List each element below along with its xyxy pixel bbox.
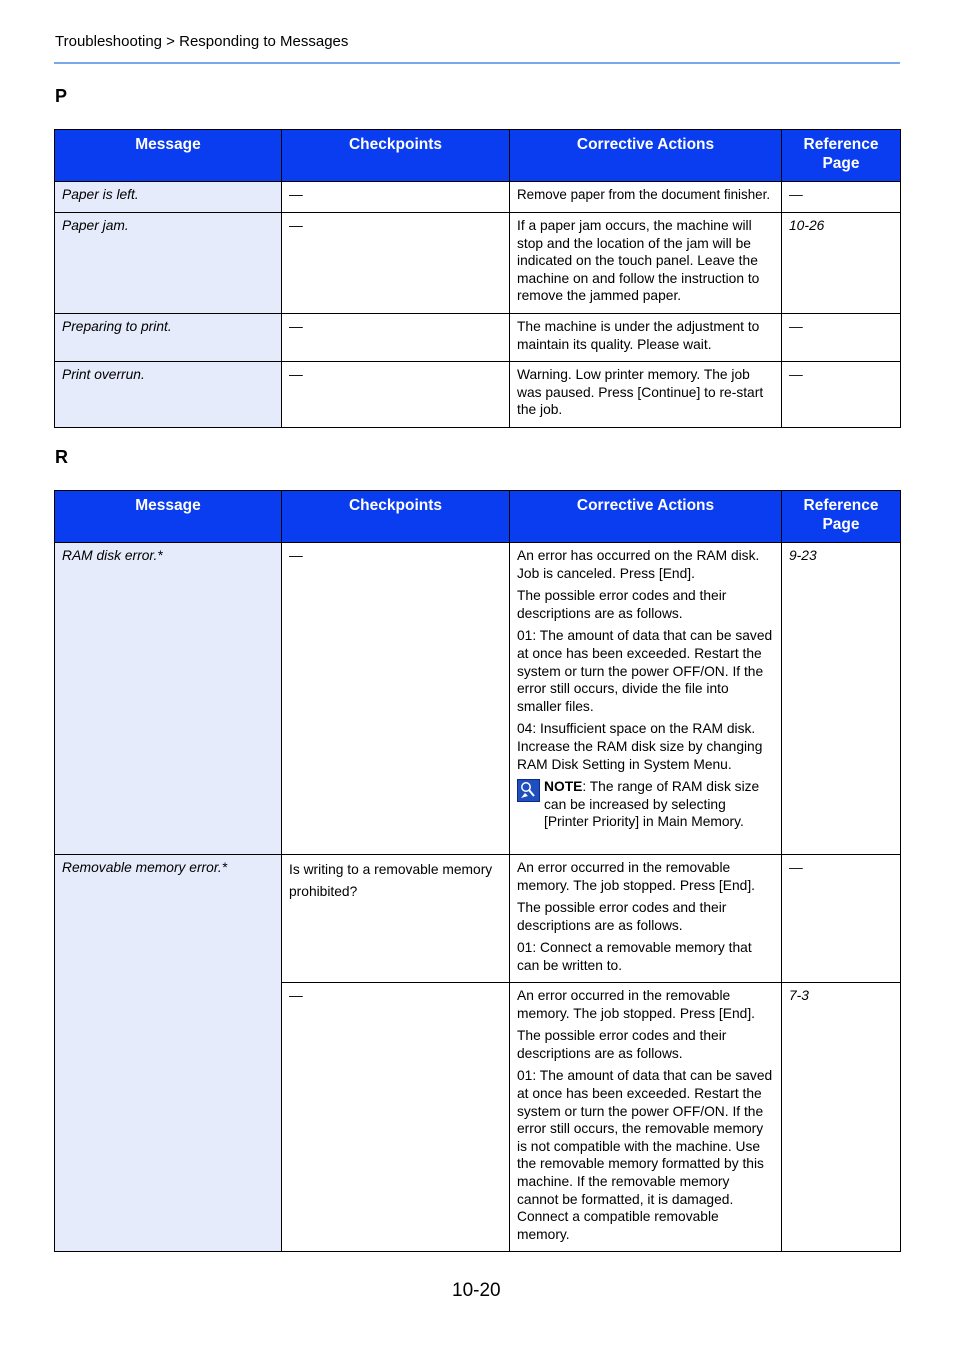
note-content bbox=[544, 778, 774, 831]
checkpoint-cell: — bbox=[282, 543, 510, 855]
reference-link[interactable]: 7-3 bbox=[782, 983, 901, 1252]
table-row bbox=[55, 314, 901, 362]
reference-cell: — bbox=[782, 855, 901, 983]
message-cell: Preparing to print. bbox=[55, 314, 282, 362]
checkpoint-cell: — bbox=[282, 362, 510, 428]
column-header-reference-page: Reference Page bbox=[782, 491, 901, 543]
action-paragraph: The possible error codes and their descriptions are as follows. bbox=[517, 1028, 727, 1061]
action-paragraph: An error has occurred on the RAM disk. Job is canceled. Press [End]. bbox=[517, 548, 760, 581]
action-paragraph: 01: The amount of data that can be saved at once has been exceeded. Restart the system or turn the power OFF/ON. If the error still occurs, the removable memory is not compatible with the machine. Use the removable memory formatted by this machine. If the removable memory cannot be formatted, it is damaged. Connect a compatible removable memory. bbox=[517, 1068, 773, 1242]
checkpoint-cell: — bbox=[282, 983, 510, 1252]
message-cell: Removable memory error.* bbox=[55, 855, 282, 1252]
action-paragraph: The possible error codes and their descriptions are as follows. bbox=[517, 588, 727, 621]
table-row bbox=[55, 213, 901, 314]
action-paragraph: 04: Insufficient space on the RAM disk. Increase the RAM disk size by changing RAM Disk Setting in System Menu. bbox=[517, 721, 763, 772]
page-number: 10-20 bbox=[452, 1280, 501, 1301]
reference-cell: — bbox=[782, 362, 901, 428]
messages-table-r bbox=[54, 490, 901, 1252]
checkpoint-cell: — bbox=[282, 314, 510, 362]
column-header-checkpoints: Checkpoints bbox=[282, 491, 510, 543]
table-header-row bbox=[55, 491, 901, 543]
action-cell bbox=[510, 855, 782, 983]
column-header-reference-page: Reference Page bbox=[782, 130, 901, 182]
action-paragraph: An error occurred in the removable memory. The job stopped. Press [End]. bbox=[517, 988, 755, 1021]
column-header-corrective-actions: Corrective Actions bbox=[510, 130, 782, 182]
message-cell: Paper is left. bbox=[55, 182, 282, 213]
note-icon bbox=[517, 779, 540, 802]
reference-link[interactable]: 9-23 bbox=[782, 543, 901, 855]
action-paragraph: An error occurred in the removable memory. The job stopped. Press [End]. bbox=[517, 860, 755, 893]
section-letter-p: P bbox=[55, 86, 68, 106]
action-paragraph: 01: Connect a removable memory that can be written to. bbox=[517, 940, 752, 973]
column-header-message: Message bbox=[55, 491, 282, 543]
note-block bbox=[517, 778, 774, 831]
reference-link[interactable]: 10-26 bbox=[782, 213, 901, 314]
checkpoint-cell: — bbox=[282, 182, 510, 213]
table-row bbox=[55, 855, 901, 983]
checkpoint-cell: — bbox=[282, 213, 510, 314]
checkpoint-cell: Is writing to a removable memory prohibited? bbox=[282, 855, 510, 983]
message-cell: Paper jam. bbox=[55, 213, 282, 314]
action-cell bbox=[510, 543, 782, 855]
table-row bbox=[55, 362, 901, 428]
action-paragraph: The possible error codes and their descriptions are as follows. bbox=[517, 900, 727, 933]
action-cell: Warning. Low printer memory. The job was paused. Press [Continue] to re-start the job. bbox=[510, 362, 782, 428]
action-cell: The machine is under the adjustment to maintain its quality. Please wait. bbox=[510, 314, 782, 362]
section-letter-r: R bbox=[55, 447, 68, 467]
table-row bbox=[55, 182, 901, 213]
column-header-corrective-actions: Corrective Actions bbox=[510, 491, 782, 543]
action-cell bbox=[510, 983, 782, 1252]
table-row bbox=[55, 543, 901, 855]
header-rule bbox=[54, 62, 900, 64]
action-paragraph: 01: The amount of data that can be saved at once has been exceeded. Restart the system or turn the power OFF/ON. If the error still occurs, divide the file into smaller files. bbox=[517, 628, 773, 714]
action-cell: If a paper jam occurs, the machine will stop and the location of the jam will be indicated on the touch panel. Leave the machine on and follow the instruction to remove the jammed paper. bbox=[510, 213, 782, 314]
action-cell: Remove paper from the document finisher. bbox=[510, 182, 782, 213]
reference-cell: — bbox=[782, 314, 901, 362]
reference-cell: — bbox=[782, 182, 901, 213]
note-text: : The range of RAM disk size can be increased by selecting [Printer Priority] in Main Memory. bbox=[544, 779, 760, 830]
column-header-checkpoints: Checkpoints bbox=[282, 130, 510, 182]
breadcrumb: Troubleshooting > Responding to Messages bbox=[55, 33, 349, 50]
messages-table-p bbox=[54, 129, 901, 428]
note-label: NOTE bbox=[544, 779, 583, 795]
message-cell: Print overrun. bbox=[55, 362, 282, 428]
table-header-row bbox=[55, 130, 901, 182]
column-header-message: Message bbox=[55, 130, 282, 182]
message-cell: RAM disk error.* bbox=[55, 543, 282, 855]
